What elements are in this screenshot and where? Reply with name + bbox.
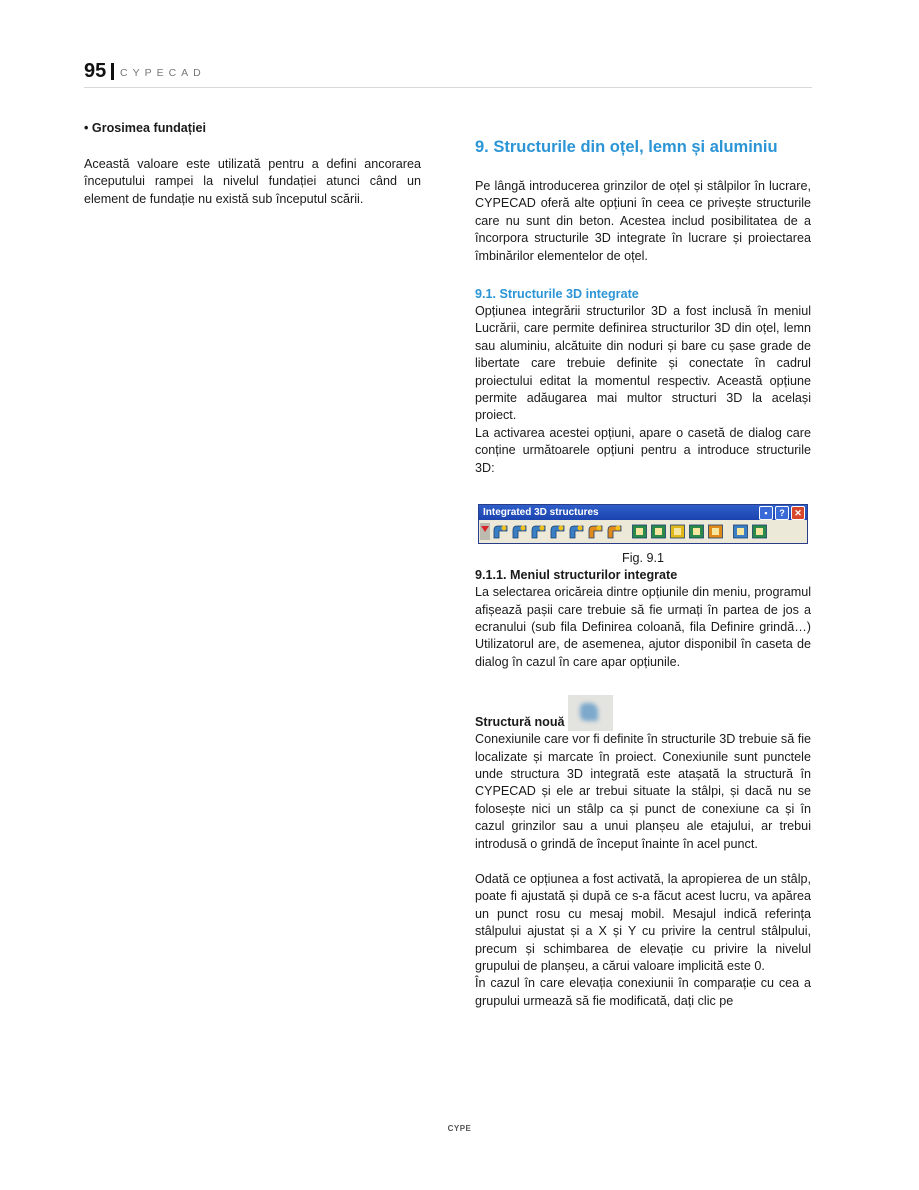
new-structure-icon[interactable] <box>492 523 509 540</box>
right-column <box>475 136 811 1010</box>
header-title: CYPECAD <box>120 67 206 79</box>
header-divider <box>111 63 114 80</box>
delete-structure-icon[interactable] <box>530 523 547 540</box>
toolbar-titlebar <box>479 505 807 520</box>
new-structure-icon <box>568 695 613 731</box>
page-header <box>84 60 812 88</box>
subsubsection-heading: 9.1.1. Meniul structurilor integrate <box>475 568 678 583</box>
page-number: 95 <box>84 60 107 82</box>
subsection-paragraph-2: La activarea acestei opțiuni, apare o casetă de dialog care conține următoarele opțiuni pentru a introduce structurile 3D: <box>475 425 811 475</box>
toolbar-title: Integrated 3D structures <box>483 507 599 519</box>
toolbar-icons <box>479 520 807 543</box>
left-column <box>84 120 421 208</box>
subsection-paragraph-1: Opțiunea integrării structurilor 3D a fost inclusă în meniul Lucrării, care permite definirea structurilor 3D din oțel, lemn sau aluminiu, alcătuite din noduri și bare cu șase grade de libertate care trebuie definite și conectate în cadrul proiectului editat la momentul respectiv. Această opțiune permite adăugarea mai multor structuri 3D la același proiect. <box>475 304 811 423</box>
subsection-heading: 9.1. Structurile 3D integrate <box>475 287 639 302</box>
new-structure-paragraph-3: În cazul în care elevația conexiunii în comparație cu cea a grupului urmează să fie modificată, dați clic pe <box>475 976 811 1008</box>
intro-paragraph: Pe lângă introducerea grinzilor de oțel și stâlpilor în lucrare, CYPECAD oferă alte opțiuni în ceea ce privește structurile care nu sunt din beton. Acestea includ posibilitatea de a încorpora structurile 3D integrate în lucrare și proiectarea îmbinărilor elementelor de oțel. <box>475 179 811 263</box>
figure-caption: Fig. 9.1 <box>622 551 664 566</box>
new-connection-icon[interactable] <box>631 523 648 540</box>
section-heading: 9. Structurile din oțel, lemn și aluminiu <box>475 138 778 156</box>
new-structure-label: Structură nouă <box>475 715 565 730</box>
copy-structure-icon[interactable] <box>568 523 585 540</box>
move-connection-icon[interactable] <box>669 523 686 540</box>
mirror-structure-icon[interactable] <box>606 523 623 540</box>
delete-connection-icon[interactable] <box>650 523 667 540</box>
subsubsection-paragraph: La selectarea oricăreia dintre opțiunile din meniu, programul afișează pașii care trebuie să fie urmați în partea de jos a ecranului (sub fila Definirea coloană, fila Definire grindă…) Utilizatorul are, de asemenea, ajutor disponibil în caseta de dialog în cazul în care apar opțiunile. <box>475 585 811 669</box>
page-footer: CYPE <box>447 1124 472 1133</box>
help-icon[interactable]: ? <box>775 506 789 520</box>
pin-icon[interactable]: ▪ <box>759 506 773 520</box>
move-structure-icon[interactable] <box>549 523 566 540</box>
new-structure-paragraph-1: Conexiunile care vor fi definite în structurile 3D trebuie să fie localizate și marcate în proiect. Conexiunile sunt punctele unde structura 3D integrată este atașată la structură în CYPECAD și ele ar trebui situate la stâlpi, și dacă nu se folosește nici un stâlp ca și punct de conexiune ca și în cazul grinzilor sau a unui planșeu ale etajului, ar trebui introdusă o grindă de început înainte în acel punct. <box>475 732 811 851</box>
dropdown-arrow-icon[interactable] <box>480 523 490 540</box>
paragraph: Această valoare este utilizată pentru a defini ancorarea începutului rampei la nivelul fundației atunci când un element de fundație nu există sub începutul scării. <box>84 157 421 206</box>
open-structure-icon[interactable] <box>732 523 749 540</box>
new-structure-paragraph-2: Odată ce opțiunea a fost activată, la apropierea de un stâlp, poate fi ajustată și după ce s-a făcut acest lucru, va apărea un punct rosu cu mesaj mobil. Mesajul indică referința stâlpului ajustat și a X și Y cu privire la centrul stâlpului, precum și schimbarea de elevație cu privire la nivelul grupului de planșeu, a cărui valoare implicită este 0. <box>475 871 811 973</box>
elevation-connection-icon[interactable] <box>707 523 724 540</box>
close-icon[interactable]: ✕ <box>791 506 805 520</box>
bullet-heading: • Grosimea fundației <box>84 121 206 135</box>
edit-connection-icon[interactable] <box>688 523 705 540</box>
rotate-structure-icon[interactable] <box>587 523 604 540</box>
edit-structure-icon[interactable] <box>511 523 528 540</box>
export-structure-icon[interactable] <box>751 523 768 540</box>
new-structure-heading <box>475 695 811 731</box>
integrated-3d-structures-toolbar <box>478 504 808 544</box>
